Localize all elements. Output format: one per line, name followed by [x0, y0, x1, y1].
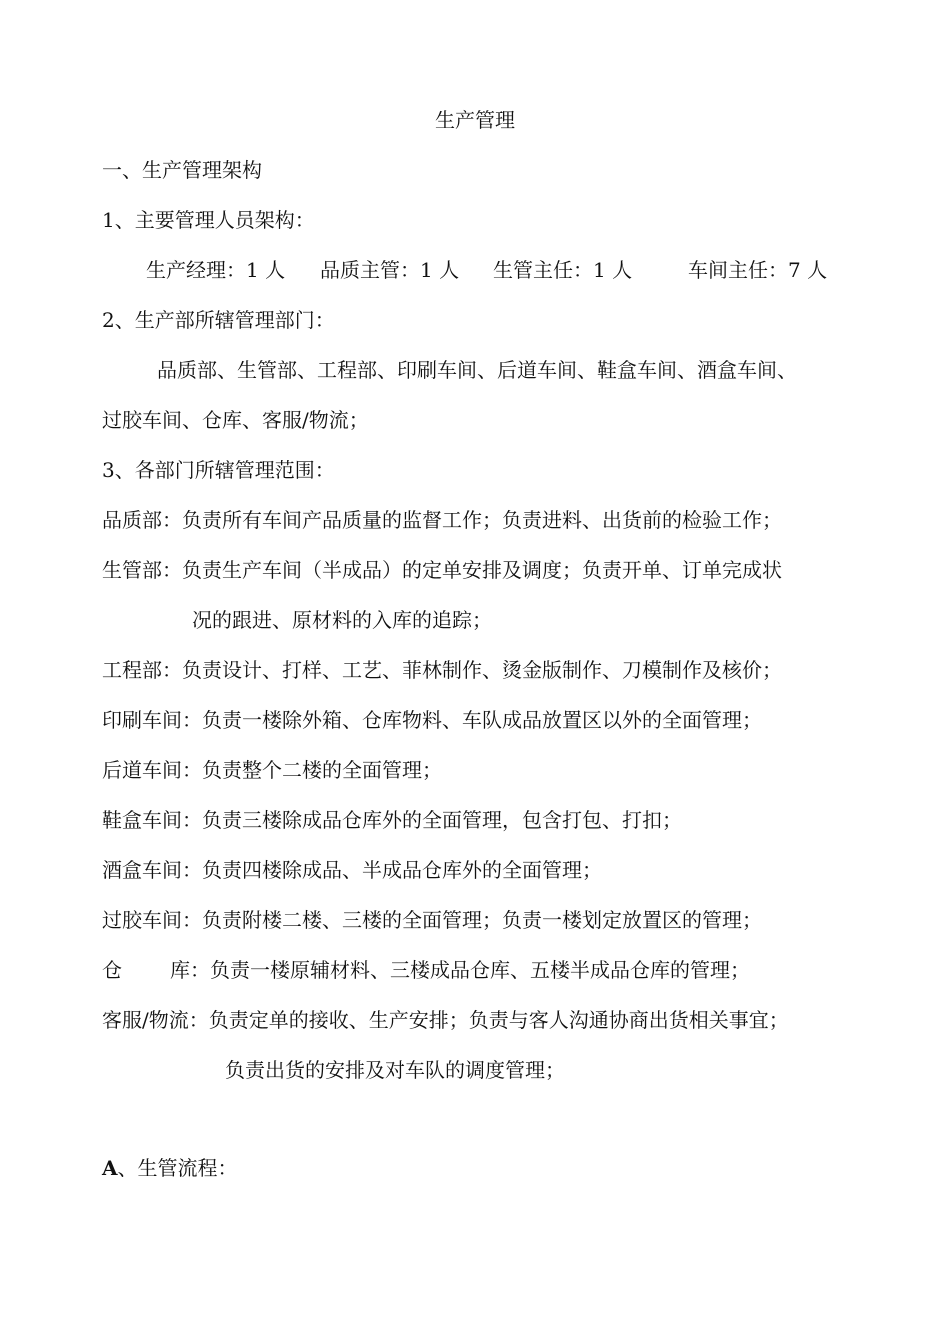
section-a-letter: A [102, 1156, 118, 1180]
staff-quality-supervisor: 品质主管：1 人 [320, 258, 460, 282]
scope-winebox: 酒盒车间：负责四楼除成品、半成品仓库外的全面管理； [102, 858, 602, 882]
scope-engineering: 工程部：负责设计、打样、工艺、菲林制作、烫金版制作、刀模制作及核价； [102, 658, 782, 682]
page-title: 生产管理 [435, 108, 515, 132]
departments-line-2: 过胶车间、仓库、客服/物流； [102, 408, 369, 432]
scope-warehouse-label: 仓 [102, 958, 122, 982]
staff-production-manager: 生产经理：1 人 [146, 258, 286, 282]
section-heading-a [102, 1153, 238, 1183]
item-heading-2: 2、生产部所辖管理部门： [102, 308, 335, 332]
departments-line-1: 品质部、生管部、工程部、印刷车间、后道车间、鞋盒车间、酒盒车间、 [157, 358, 797, 382]
scope-shoebox: 鞋盒车间：负责三楼除成品仓库外的全面管理，包含打包、打扣； [102, 808, 682, 832]
scope-service-line-2: 负责出货的安排及对车队的调度管理； [225, 1058, 565, 1082]
section-heading-1: 一、生产管理架构 [102, 158, 262, 182]
scope-laminating: 过胶车间：负责附楼二楼、三楼的全面管理；负责一楼划定放置区的管理； [102, 908, 762, 932]
item-heading-1: 1、主要管理人员架构： [102, 208, 315, 232]
scope-service-line-1: 客服/物流：负责定单的接收、生产安排；负责与客人沟通协商出货相关事宜； [102, 1008, 789, 1032]
staff-control-director: 生管主任：1 人 [493, 258, 633, 282]
scope-finishing: 后道车间：负责整个二楼的全面管理； [102, 758, 442, 782]
section-a-title: 、生管流程： [117, 1156, 238, 1180]
scope-control-line-1: 生管部：负责生产车间（半成品）的定单安排及调度；负责开单、订单完成状 [102, 558, 782, 582]
scope-quality: 品质部：负责所有车间产品质量的监督工作；负责进料、出货前的检验工作； [102, 508, 782, 532]
item-heading-3: 3、各部门所辖管理范围： [102, 458, 335, 482]
scope-printing: 印刷车间：负责一楼除外箱、仓库物料、车队成品放置区以外的全面管理； [102, 708, 762, 732]
scope-control-line-2: 况的跟进、原材料的入库的追踪； [192, 608, 492, 632]
staff-workshop-director: 车间主任：7 人 [688, 258, 828, 282]
scope-warehouse: 库：负责一楼原辅材料、三楼成品仓库、五楼半成品仓库的管理； [170, 958, 750, 982]
